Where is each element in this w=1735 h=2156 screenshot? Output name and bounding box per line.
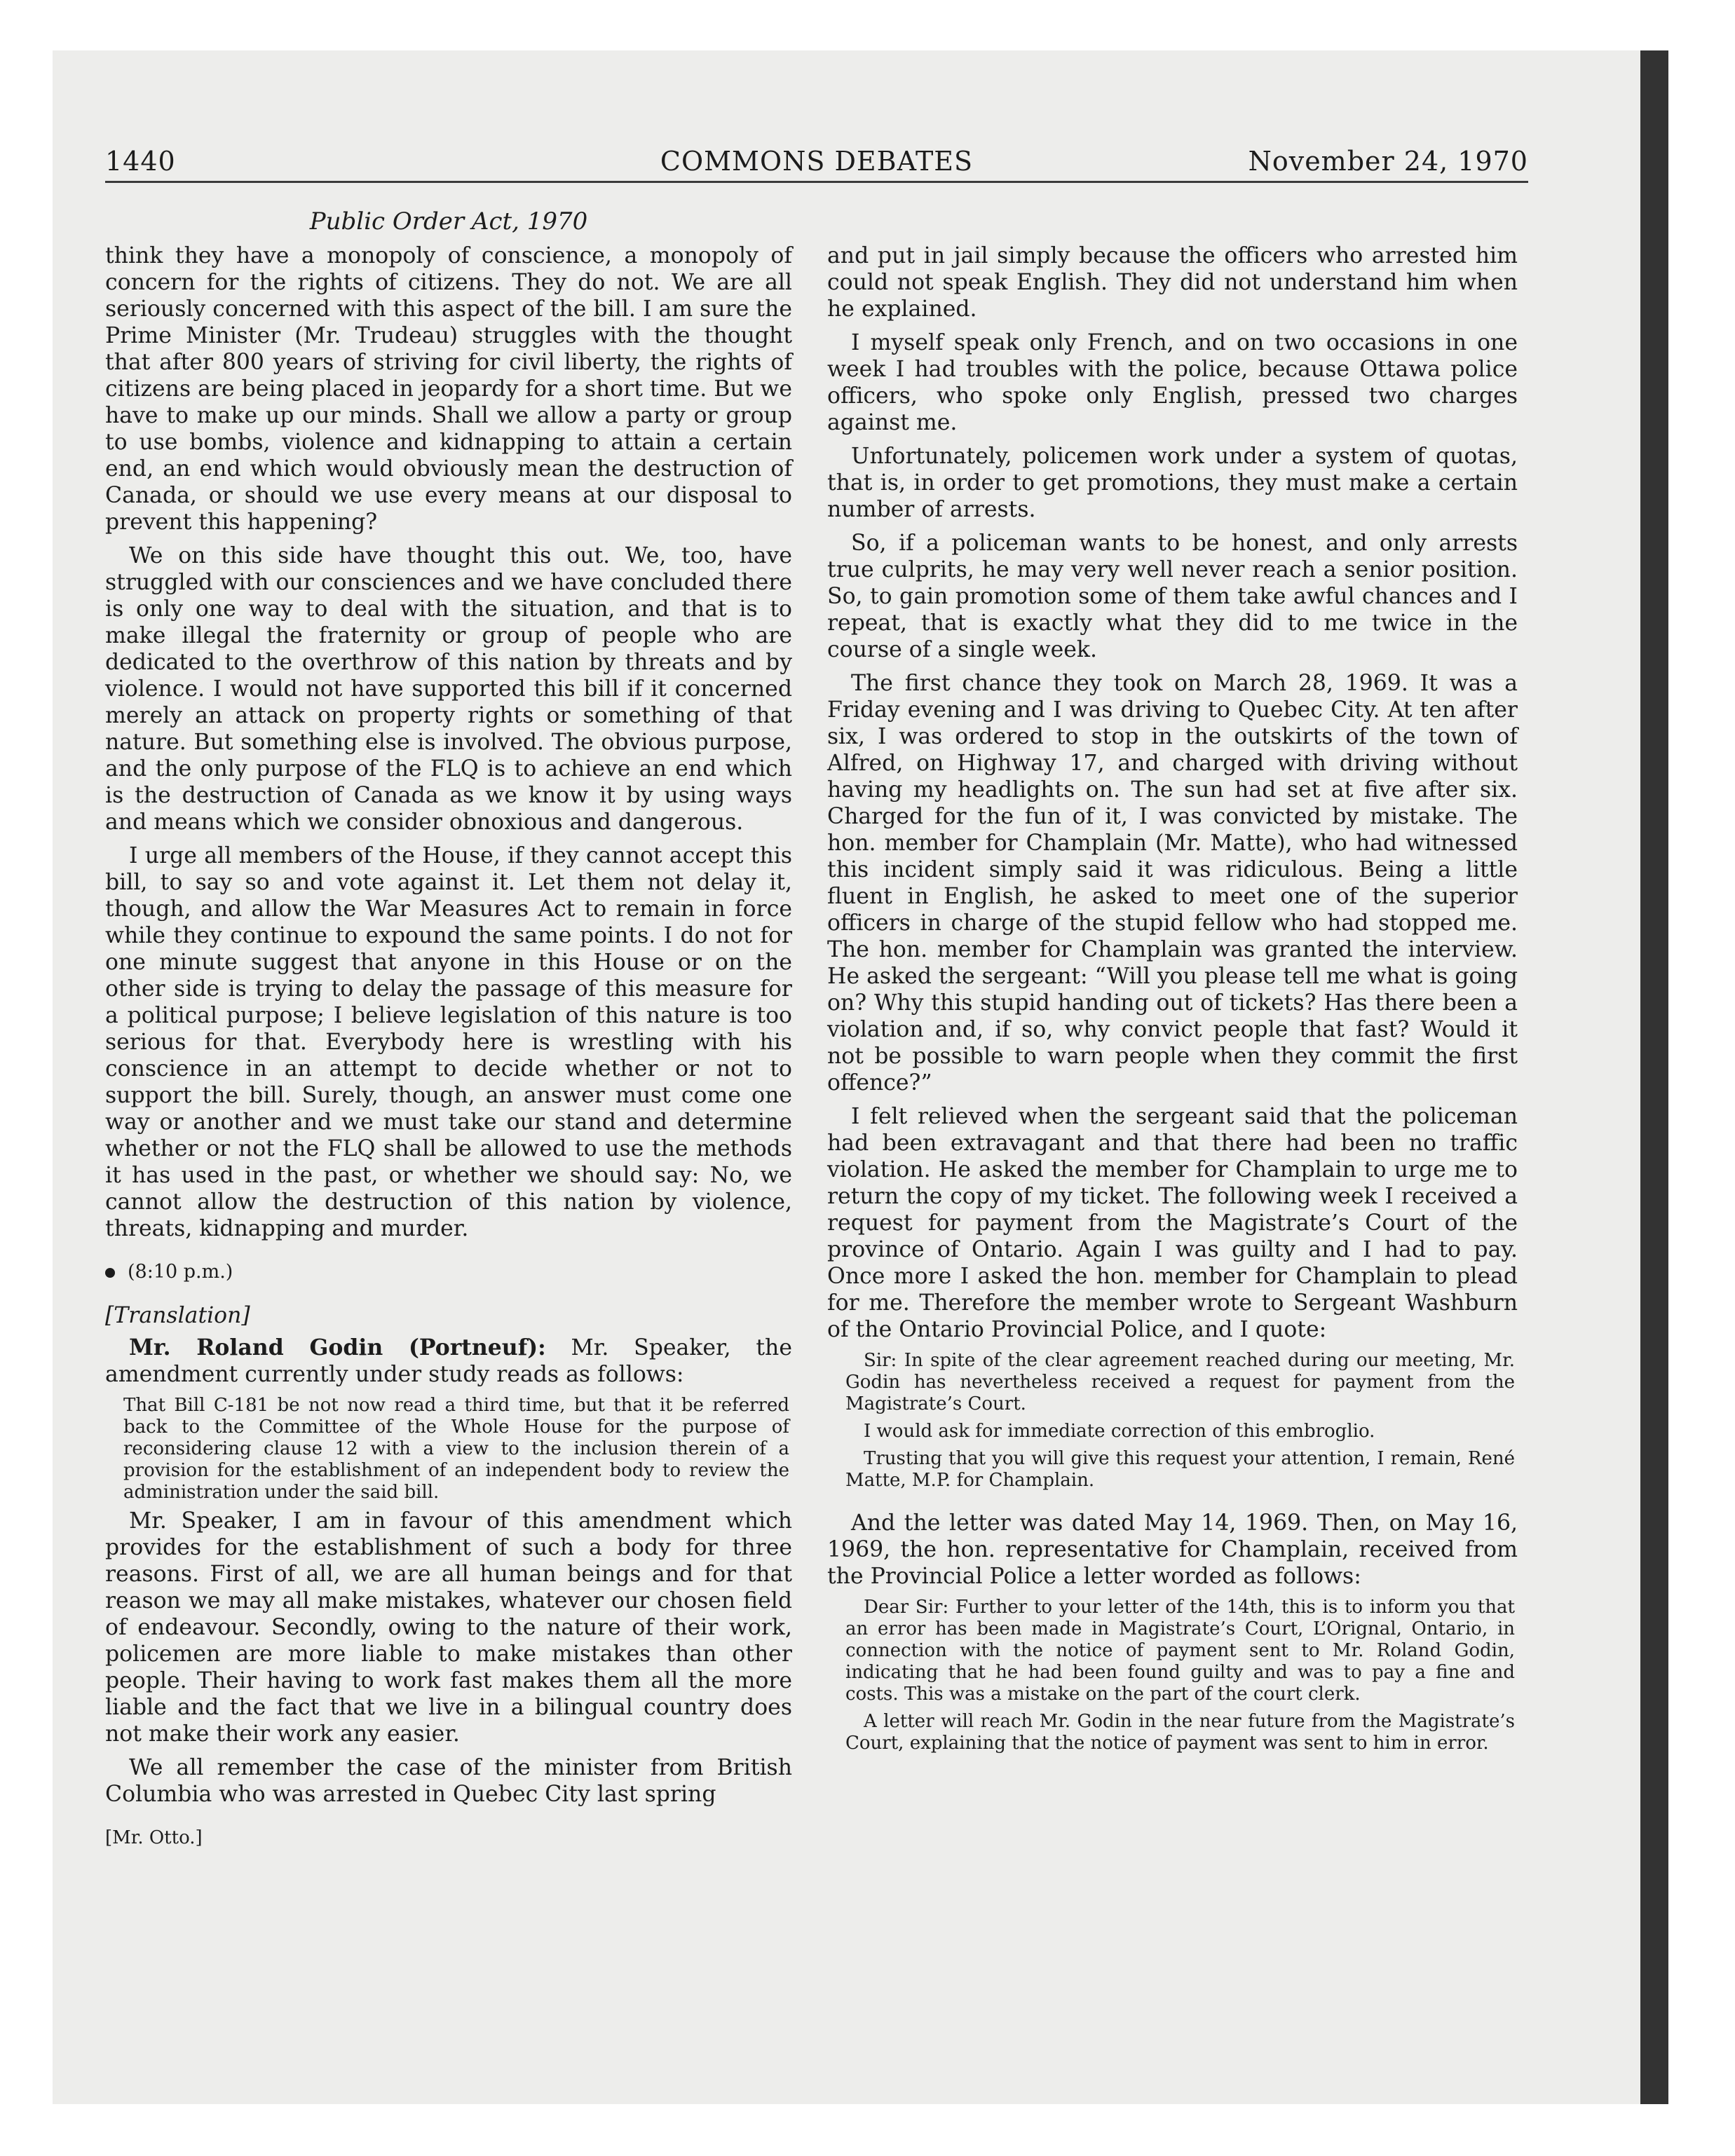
speaker-name: Mr. Roland Godin (Portneuf):	[129, 1335, 546, 1360]
binding-edge	[1640, 50, 1668, 2104]
quote-paragraph: A letter will reach Mr. Godin in the near future from the Magistrate’s Court, explaining that the notice of payment was sent to him in error.	[845, 1711, 1515, 1754]
quote-paragraph: I would ask for immediate correction of this embroglio.	[864, 1421, 1375, 1442]
speaker-paragraph	[105, 1335, 792, 1388]
paragraph: and put in jail simply because the officers who arrested him could not speak English. They did not understand him when he explained.	[827, 243, 1518, 322]
time-text: (8:10 p.m.)	[128, 1261, 233, 1283]
quote-paragraph: Trusting that you will give this request your attention, I remain, René Matte, M.P. for Champlain.	[845, 1448, 1515, 1491]
left-column	[105, 243, 792, 1851]
quote-paragraph: Sir: In spite of the clear agreement reached during our meeting, Mr. Godin has nevertheless received a request for payment from the Magistrate’s Court.	[845, 1350, 1515, 1414]
paragraph: I myself speak only French, and on two occasions in one week I had troubles with the police, because Ottawa police officers, who spoke only English, pressed two charges against me.	[827, 330, 1518, 435]
translation-note: [Translation]	[105, 1303, 250, 1328]
bullet-icon	[105, 1268, 115, 1278]
time-stamp	[105, 1259, 792, 1285]
paragraph: Unfortunately, policemen work under a system of quotas, that is, in order to get promotions, they must make a certain number of arrests.	[827, 444, 1518, 522]
paragraph: The first chance they took on March 28, 1969. It was a Friday evening and I was driving to Quebec City. At ten after six, I was ordered to stop in the outskirts of the town of Alfred, on Highway 17, and charged with driving without having my headlights on. The sun had set at five after six. Charged for the fun of it, I was convicted by mistake. The hon. member for Champlain (Mr. Matte), who had witnessed this incident simply said it was ridiculous. Being a little fluent in English, he asked to meet one of the superior officers in charge of the stupid fellow who had stopped me. The hon. member for Champlain was granted the interview. He asked the sergeant: “Will you please tell me what is going on? Why this stupid handing out of tickets? Has there been a violation and, if so, why convict people that fast? Would it not be possible to warn people when they commit the first offence?”	[827, 671, 1518, 1096]
page-header	[105, 146, 1528, 183]
page-date: November 24, 1970	[1248, 146, 1528, 177]
paragraph: Mr. Speaker, I am in favour of this amendment which provides for the establishment of such a body for three reasons. First of all, we are all human beings and for that reason we may all make mistakes, whatever our chosen field of endeavour. Secondly, owing to the nature of their work, policemen are more liable to make mistakes than other people. Their having to work fast makes them all the more liable and the fact that we live in a bilingual country does not make their work any easier.	[105, 1508, 792, 1747]
paragraph: We all remember the case of the minister from British Columbia who was arrested in Quebec City last spring	[105, 1755, 792, 1807]
letter-quote-2	[827, 1597, 1518, 1754]
journal-title: COMMONS DEBATES	[660, 146, 974, 177]
paragraph: We on this side have thought this out. We, too, have struggled with our consciences and we have concluded there is only one way to deal with the situation, and that is to make illegal the fraternity or group of people who are dedicated to the overthrow of this nation by threats and by violence. I would not have supported this bill if it concerned merely an attack on property rights or something of that nature. But something else is involved. The obvious purpose, and the only purpose of the FLQ is to achieve an end which is the destruction of Canada as we know it by using ways and means which we consider obnoxious and dangerous.	[105, 543, 792, 835]
paragraph: I urge all members of the House, if they cannot accept this bill, to say so and vote against it. Let them not delay it, though, and allow the War Measures Act to remain in force while they continue to expound the same points. I do not for one minute suggest that anyone in this House or on the other side is trying to delay the passage of this measure for a political purpose; I believe legislation of this nature is too serious for that. Everybody here is wrestling with his conscience in an attempt to decide whether or not to support the bill. Surely, though, an answer must come one way or another and we must take our stand and determine whether or not the FLQ shall be allowed to use the methods it has used in the past, or whether we should say: No, we cannot allow the destruction of this nation by violence, threats, kidnapping and murder.	[105, 843, 792, 1241]
right-column	[827, 243, 1518, 1773]
paragraph-text: Mr. Speaker, the amendment currently under study reads as follows:	[105, 1335, 792, 1387]
paragraph: think they have a monopoly of conscience, a monopoly of concern for the rights of citizens. They do not. We are all seriously concerned with this aspect of the bill. I am sure the Prime Minister (Mr. Trudeau) struggles with the thought that after 800 years of striving for civil liberty, the rights of citizens are being placed in jeopardy for a short time. But we have to make up our minds. Shall we allow a party or group to use bombs, violence and kidnapping to attain a certain end, an end which would obviously mean the destruction of Canada, or should we use every means at our disposal to prevent this happening?	[105, 243, 792, 535]
running-head: Public Order Act, 1970	[309, 207, 588, 236]
page-number: 1440	[105, 146, 176, 177]
paragraph: And the letter was dated May 14, 1969. Then, on May 16, 1969, the hon. representative for Champlain, received from the Provincial Police a letter worded as follows:	[827, 1510, 1518, 1589]
letter-quote-1	[827, 1350, 1518, 1492]
amendment-quote: That Bill C-181 be not now read a third time, but that it be referred back to the Committee of the Whole House for the purpose of reconsidering clause 12 with a view to the inclusion therein of a provision for the establishment of an independent body to review the administration under the said bill.	[123, 1395, 789, 1503]
footer-speaker: [Mr. Otto.]	[105, 1827, 203, 1848]
quote-paragraph: Dear Sir: Further to your letter of the 14th, this is to inform you that an error has been made in Magistrate’s Court, L’Orignal, Ontario, in connection with the notice of payment sent to Mr. Roland Godin, indicating that he had been found guilty and was to pay a fine and costs. This was a mistake on the part of the court clerk.	[845, 1597, 1515, 1705]
paragraph: I felt relieved when the sergeant said that the policeman had been extravagant and that there had been no traffic violation. He asked the member for Champlain to urge me to return the copy of my ticket. The following week I received a request for payment from the Magistrate’s Court of the province of Ontario. Again I was guilty and I had to pay. Once more I asked the hon. member for Champlain to plead for me. Therefore the member wrote to Sergeant Washburn of the Ontario Provincial Police, and I quote:	[827, 1104, 1518, 1342]
paragraph: So, if a policeman wants to be honest, and only arrests true culprits, he may very well never reach a senior position. So, to gain promotion some of them take awful chances and I repeat, that is exactly what they did to me twice in the course of a single week.	[827, 531, 1518, 662]
